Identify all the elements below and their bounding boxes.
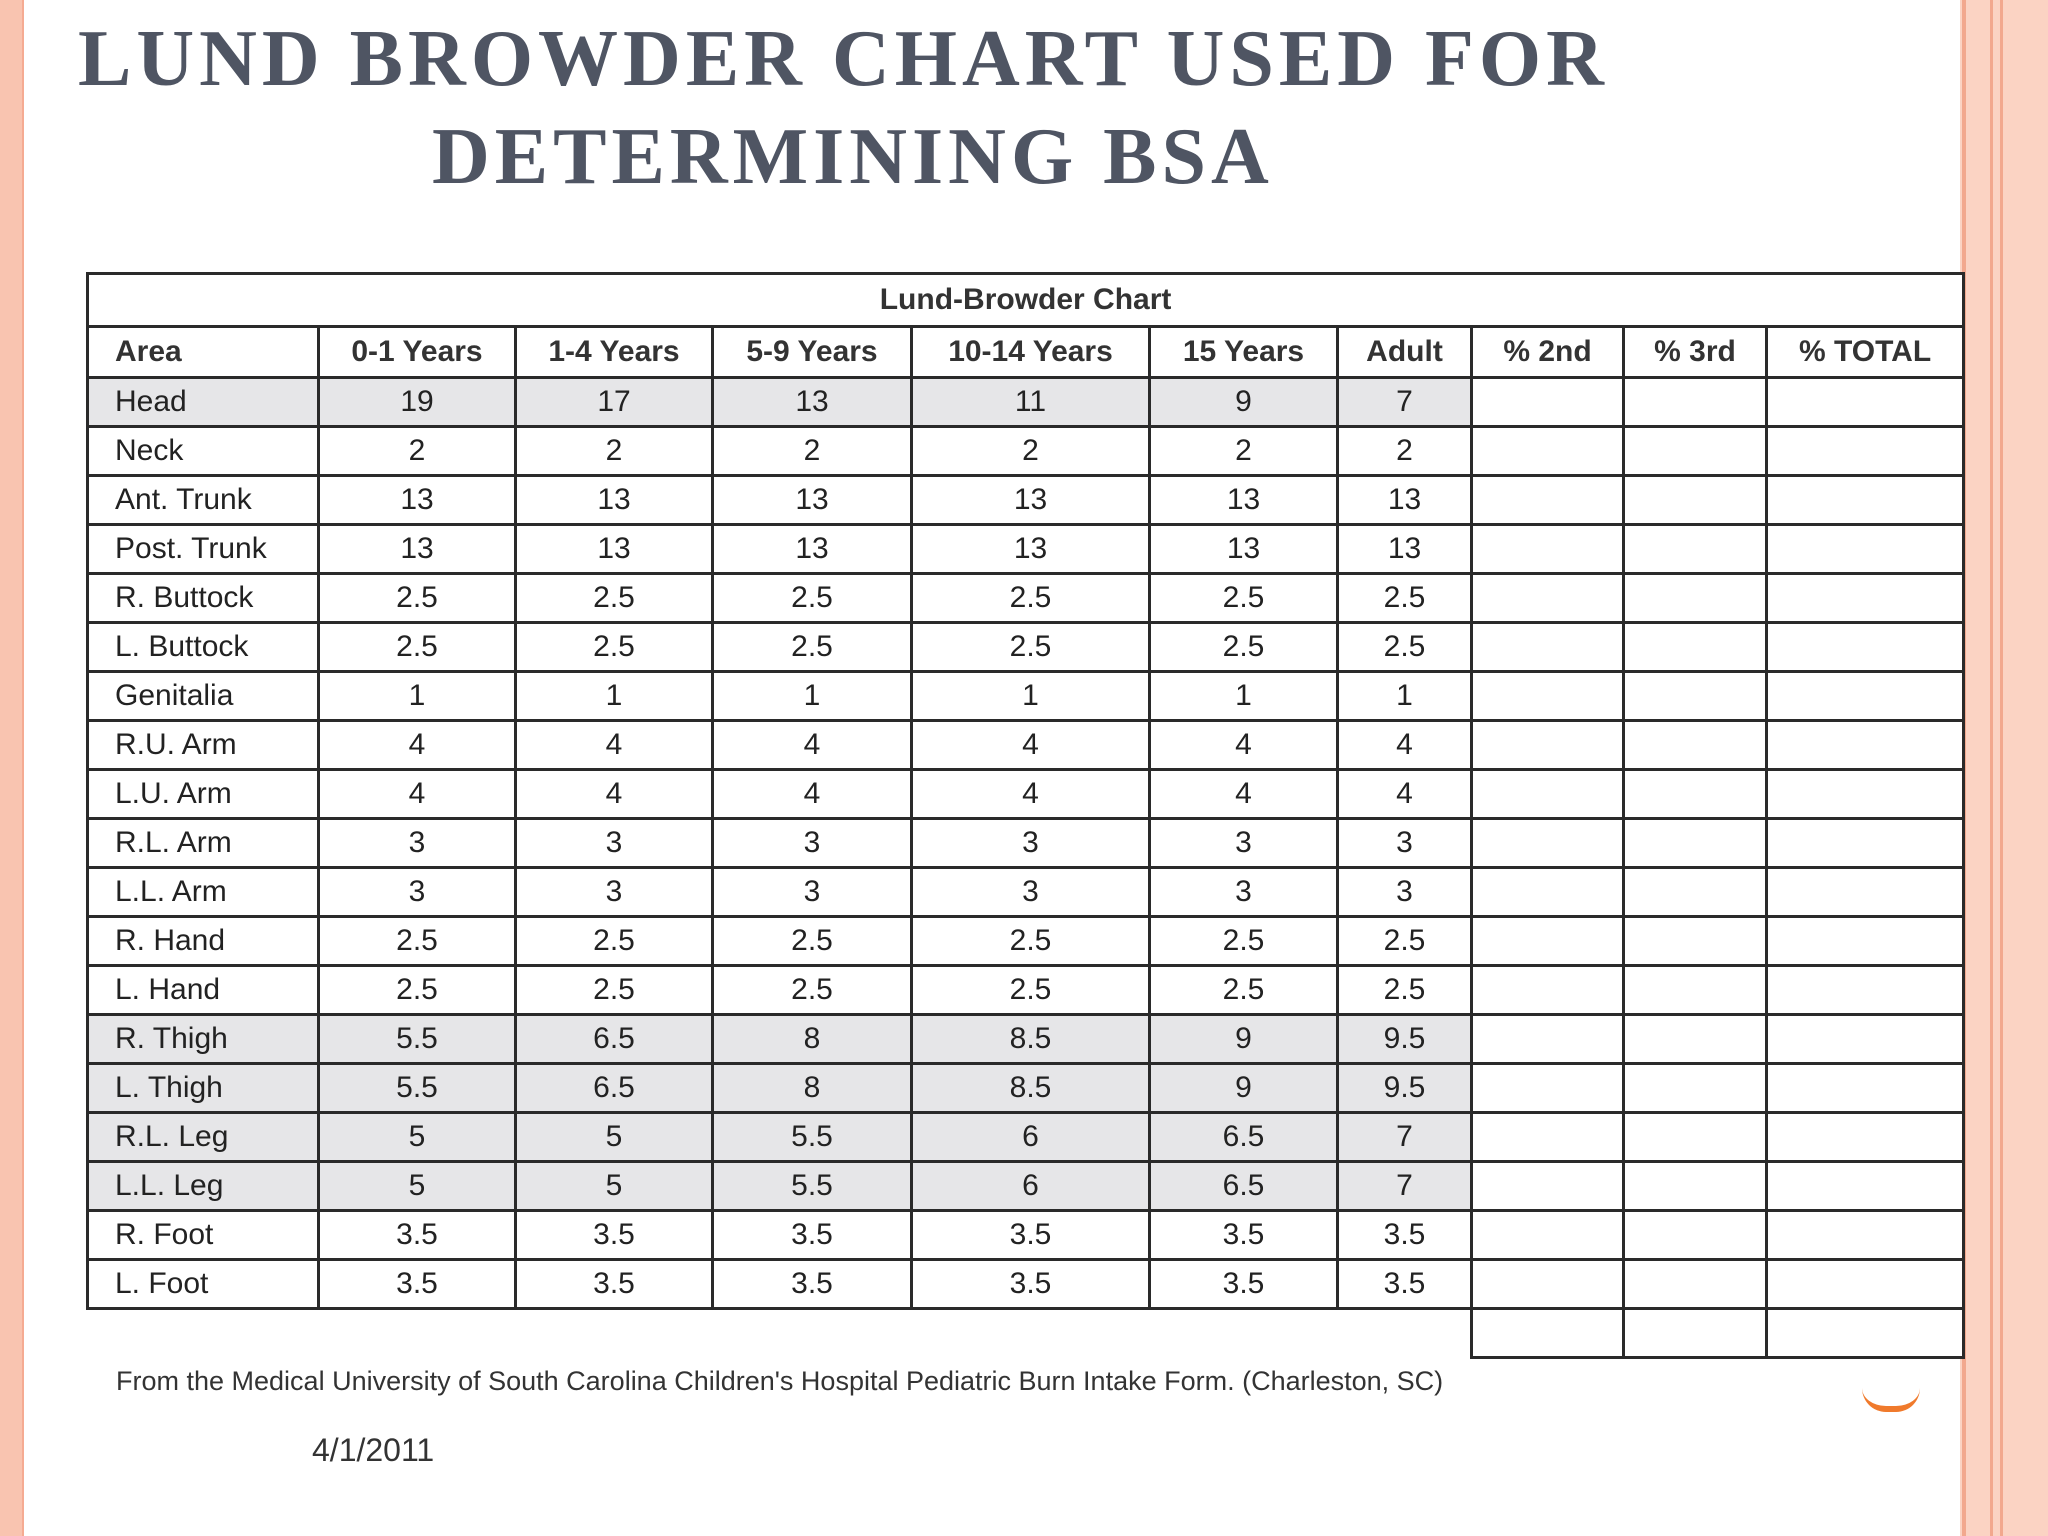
value-cell: 2.5 — [713, 623, 912, 672]
percent-entry-cell — [1767, 966, 1964, 1015]
table-row — [88, 1260, 1964, 1309]
percent-entry-cell — [1767, 1162, 1964, 1211]
value-cell: 3.5 — [516, 1211, 713, 1260]
percent-entry-cell — [1472, 819, 1624, 868]
value-cell: 8 — [713, 1064, 912, 1113]
percent-entry-cell — [1624, 1162, 1767, 1211]
value-cell: 6.5 — [516, 1064, 713, 1113]
value-cell: 3 — [713, 819, 912, 868]
area-cell: L.U. Arm — [88, 770, 319, 819]
decorative-orange-mark — [1862, 1388, 1920, 1412]
value-cell: 2.5 — [1338, 574, 1472, 623]
value-cell: 7 — [1338, 378, 1472, 427]
percent-entry-cell — [1624, 1113, 1767, 1162]
right-border-line — [1990, 0, 1993, 1536]
column-header: Adult — [1338, 327, 1472, 378]
value-cell: 3.5 — [1150, 1211, 1338, 1260]
percent-entry-cell — [1472, 427, 1624, 476]
value-cell: 13 — [713, 476, 912, 525]
column-header: 1-4 Years — [516, 327, 713, 378]
area-cell: L. Foot — [88, 1260, 319, 1309]
value-cell: 9.5 — [1338, 1064, 1472, 1113]
value-cell: 13 — [1338, 476, 1472, 525]
column-header: % 3rd — [1624, 327, 1767, 378]
value-cell: 2 — [1150, 427, 1338, 476]
value-cell: 5 — [319, 1162, 516, 1211]
percent-entry-cell — [1767, 1113, 1964, 1162]
value-cell: 13 — [912, 476, 1150, 525]
value-cell: 13 — [1338, 525, 1472, 574]
table-row — [88, 623, 1964, 672]
value-cell: 5.5 — [713, 1162, 912, 1211]
value-cell: 3 — [319, 868, 516, 917]
value-cell: 3 — [516, 819, 713, 868]
value-cell: 2.5 — [912, 623, 1150, 672]
empty-cell — [88, 1309, 319, 1358]
value-cell: 4 — [516, 721, 713, 770]
value-cell: 11 — [912, 378, 1150, 427]
value-cell: 2 — [713, 427, 912, 476]
percent-entry-cell — [1767, 1015, 1964, 1064]
table-row — [88, 672, 1964, 721]
value-cell: 9 — [1150, 1015, 1338, 1064]
value-cell: 7 — [1338, 1113, 1472, 1162]
value-cell: 6.5 — [516, 1015, 713, 1064]
percent-entry-cell — [1624, 868, 1767, 917]
column-header: 5-9 Years — [713, 327, 912, 378]
value-cell: 13 — [713, 378, 912, 427]
table-row — [88, 525, 1964, 574]
column-header: 0-1 Years — [319, 327, 516, 378]
value-cell: 1 — [516, 672, 713, 721]
table-row — [88, 819, 1964, 868]
slide-title-line1: LUND BROWDER CHART USED FOR — [78, 15, 1609, 103]
right-border-line — [2000, 0, 2003, 1536]
value-cell: 4 — [516, 770, 713, 819]
value-cell: 4 — [1338, 721, 1472, 770]
table-row — [88, 966, 1964, 1015]
value-cell: 3 — [1150, 868, 1338, 917]
area-cell: Genitalia — [88, 672, 319, 721]
percent-entry-cell — [1472, 1211, 1624, 1260]
percent-entry-cell — [1767, 672, 1964, 721]
right-border-band — [1960, 0, 2048, 1536]
percent-entry-cell — [1472, 378, 1624, 427]
percent-entry-cell — [1472, 1162, 1624, 1211]
value-cell: 1 — [1150, 672, 1338, 721]
percent-entry-cell — [1472, 966, 1624, 1015]
percent-entry-cell — [1472, 574, 1624, 623]
area-cell: R.L. Arm — [88, 819, 319, 868]
percent-entry-cell — [1624, 427, 1767, 476]
percent-entry-cell — [1472, 917, 1624, 966]
value-cell: 2.5 — [1338, 623, 1472, 672]
value-cell: 9 — [1150, 378, 1338, 427]
value-cell: 3.5 — [1338, 1211, 1472, 1260]
table-row — [88, 476, 1964, 525]
total-entry-cell — [1624, 1309, 1767, 1358]
table-row — [88, 1162, 1964, 1211]
value-cell: 6.5 — [1150, 1162, 1338, 1211]
area-cell: L. Buttock — [88, 623, 319, 672]
value-cell: 5.5 — [319, 1064, 516, 1113]
table-row — [88, 574, 1964, 623]
value-cell: 8.5 — [912, 1015, 1150, 1064]
value-cell: 13 — [1150, 525, 1338, 574]
percent-entry-cell — [1767, 917, 1964, 966]
value-cell: 2.5 — [319, 966, 516, 1015]
totals-row — [88, 1309, 1964, 1358]
percent-entry-cell — [1624, 1064, 1767, 1113]
value-cell: 5 — [319, 1113, 516, 1162]
percent-entry-cell — [1767, 721, 1964, 770]
value-cell: 3 — [1150, 819, 1338, 868]
area-cell: Ant. Trunk — [88, 476, 319, 525]
value-cell: 5.5 — [319, 1015, 516, 1064]
value-cell: 4 — [713, 770, 912, 819]
value-cell: 3.5 — [912, 1211, 1150, 1260]
value-cell: 2.5 — [319, 574, 516, 623]
area-cell: R.U. Arm — [88, 721, 319, 770]
value-cell: 6.5 — [1150, 1113, 1338, 1162]
value-cell: 3 — [319, 819, 516, 868]
slide-title — [60, 10, 1760, 206]
value-cell: 2 — [516, 427, 713, 476]
value-cell: 4 — [319, 770, 516, 819]
value-cell: 3.5 — [713, 1211, 912, 1260]
lund-browder-table — [86, 272, 1965, 1359]
empty-cell — [1338, 1309, 1472, 1358]
column-header: 10-14 Years — [912, 327, 1150, 378]
total-entry-cell — [1472, 1309, 1624, 1358]
percent-entry-cell — [1624, 966, 1767, 1015]
table-row — [88, 1113, 1964, 1162]
percent-entry-cell — [1472, 672, 1624, 721]
percent-entry-cell — [1472, 868, 1624, 917]
value-cell: 2 — [319, 427, 516, 476]
value-cell: 8 — [713, 1015, 912, 1064]
percent-entry-cell — [1767, 770, 1964, 819]
area-cell: L.L. Leg — [88, 1162, 319, 1211]
percent-entry-cell — [1624, 1211, 1767, 1260]
percent-entry-cell — [1472, 770, 1624, 819]
percent-entry-cell — [1767, 427, 1964, 476]
value-cell: 9 — [1150, 1064, 1338, 1113]
value-cell: 2.5 — [1338, 917, 1472, 966]
total-entry-cell — [1767, 1309, 1964, 1358]
value-cell: 2.5 — [319, 917, 516, 966]
table-header-row — [88, 327, 1964, 378]
chart-caption: Lund-Browder Chart — [88, 274, 1964, 327]
value-cell: 2.5 — [713, 966, 912, 1015]
value-cell: 2.5 — [1150, 623, 1338, 672]
value-cell: 13 — [319, 525, 516, 574]
value-cell: 1 — [319, 672, 516, 721]
left-border-line — [22, 0, 24, 1536]
value-cell: 3.5 — [319, 1260, 516, 1309]
value-cell: 3 — [516, 868, 713, 917]
value-cell: 2.5 — [516, 574, 713, 623]
area-cell: Neck — [88, 427, 319, 476]
value-cell: 1 — [713, 672, 912, 721]
slide-title-line2: DETERMINING BSA — [432, 113, 1274, 201]
area-cell: R.L. Leg — [88, 1113, 319, 1162]
value-cell: 13 — [912, 525, 1150, 574]
percent-entry-cell — [1767, 623, 1964, 672]
table-row — [88, 1015, 1964, 1064]
value-cell: 3 — [1338, 819, 1472, 868]
area-cell: Post. Trunk — [88, 525, 319, 574]
percent-entry-cell — [1767, 1211, 1964, 1260]
empty-cell — [516, 1309, 713, 1358]
value-cell: 1 — [1338, 672, 1472, 721]
percent-entry-cell — [1624, 525, 1767, 574]
value-cell: 2.5 — [516, 917, 713, 966]
value-cell: 13 — [319, 476, 516, 525]
percent-entry-cell — [1472, 721, 1624, 770]
value-cell: 5.5 — [713, 1113, 912, 1162]
table-row — [88, 917, 1964, 966]
percent-entry-cell — [1472, 1260, 1624, 1309]
percent-entry-cell — [1472, 476, 1624, 525]
column-header: Area — [88, 327, 319, 378]
table-row — [88, 427, 1964, 476]
empty-cell — [713, 1309, 912, 1358]
percent-entry-cell — [1624, 770, 1767, 819]
value-cell: 3 — [912, 868, 1150, 917]
value-cell: 13 — [1150, 476, 1338, 525]
percent-entry-cell — [1767, 868, 1964, 917]
column-header: 15 Years — [1150, 327, 1338, 378]
value-cell: 2 — [1338, 427, 1472, 476]
table-row — [88, 721, 1964, 770]
value-cell: 2.5 — [319, 623, 516, 672]
percent-entry-cell — [1624, 1260, 1767, 1309]
value-cell: 4 — [1150, 770, 1338, 819]
value-cell: 4 — [912, 721, 1150, 770]
value-cell: 13 — [713, 525, 912, 574]
value-cell: 13 — [516, 525, 713, 574]
value-cell: 6 — [912, 1162, 1150, 1211]
value-cell: 7 — [1338, 1162, 1472, 1211]
percent-entry-cell — [1624, 917, 1767, 966]
value-cell: 3.5 — [713, 1260, 912, 1309]
value-cell: 3 — [713, 868, 912, 917]
table-row — [88, 770, 1964, 819]
empty-cell — [912, 1309, 1150, 1358]
lund-browder-chart — [86, 272, 1964, 1359]
value-cell: 2.5 — [516, 966, 713, 1015]
value-cell: 4 — [1150, 721, 1338, 770]
percent-entry-cell — [1624, 721, 1767, 770]
value-cell: 2.5 — [912, 966, 1150, 1015]
percent-entry-cell — [1472, 623, 1624, 672]
empty-cell — [1150, 1309, 1338, 1358]
percent-entry-cell — [1624, 574, 1767, 623]
value-cell: 2.5 — [713, 917, 912, 966]
value-cell: 9.5 — [1338, 1015, 1472, 1064]
area-cell: Head — [88, 378, 319, 427]
area-cell: L. Thigh — [88, 1064, 319, 1113]
percent-entry-cell — [1624, 819, 1767, 868]
area-cell: R. Hand — [88, 917, 319, 966]
value-cell: 3.5 — [516, 1260, 713, 1309]
value-cell: 4 — [912, 770, 1150, 819]
value-cell: 4 — [319, 721, 516, 770]
value-cell: 2.5 — [1150, 917, 1338, 966]
percent-entry-cell — [1624, 476, 1767, 525]
area-cell: R. Foot — [88, 1211, 319, 1260]
value-cell: 1 — [912, 672, 1150, 721]
value-cell: 2 — [912, 427, 1150, 476]
value-cell: 3.5 — [1338, 1260, 1472, 1309]
value-cell: 2.5 — [1150, 966, 1338, 1015]
value-cell: 3.5 — [1150, 1260, 1338, 1309]
value-cell: 2.5 — [713, 574, 912, 623]
value-cell: 5 — [516, 1162, 713, 1211]
value-cell: 2.5 — [1338, 966, 1472, 1015]
value-cell: 3 — [1338, 868, 1472, 917]
value-cell: 2.5 — [912, 917, 1150, 966]
area-cell: L.L. Arm — [88, 868, 319, 917]
column-header: % TOTAL — [1767, 327, 1964, 378]
percent-entry-cell — [1472, 1064, 1624, 1113]
percent-entry-cell — [1624, 378, 1767, 427]
value-cell: 4 — [1338, 770, 1472, 819]
percent-entry-cell — [1767, 1064, 1964, 1113]
percent-entry-cell — [1624, 672, 1767, 721]
percent-entry-cell — [1472, 1015, 1624, 1064]
source-citation: From the Medical University of South Carolina Children's Hospital Pediatric Burn Intake Form. (Charleston, SC) — [116, 1366, 1444, 1396]
value-cell: 6 — [912, 1113, 1150, 1162]
slide-date: 4/1/2011 — [312, 1432, 435, 1468]
value-cell: 17 — [516, 378, 713, 427]
percent-entry-cell — [1767, 525, 1964, 574]
percent-entry-cell — [1472, 1113, 1624, 1162]
value-cell: 2.5 — [516, 623, 713, 672]
area-cell: R. Thigh — [88, 1015, 319, 1064]
value-cell: 13 — [516, 476, 713, 525]
percent-entry-cell — [1767, 819, 1964, 868]
percent-entry-cell — [1767, 378, 1964, 427]
area-cell: R. Buttock — [88, 574, 319, 623]
percent-entry-cell — [1472, 525, 1624, 574]
area-cell: L. Hand — [88, 966, 319, 1015]
value-cell: 2.5 — [912, 574, 1150, 623]
value-cell: 4 — [713, 721, 912, 770]
value-cell: 3.5 — [912, 1260, 1150, 1309]
table-row — [88, 868, 1964, 917]
value-cell: 8.5 — [912, 1064, 1150, 1113]
percent-entry-cell — [1767, 476, 1964, 525]
value-cell: 3 — [912, 819, 1150, 868]
value-cell: 19 — [319, 378, 516, 427]
percent-entry-cell — [1767, 1260, 1964, 1309]
table-row — [88, 1211, 1964, 1260]
column-header: % 2nd — [1472, 327, 1624, 378]
table-row — [88, 1064, 1964, 1113]
value-cell: 5 — [516, 1113, 713, 1162]
table-body — [88, 378, 1964, 1358]
left-border-band — [0, 0, 22, 1536]
percent-entry-cell — [1624, 1015, 1767, 1064]
percent-entry-cell — [1767, 574, 1964, 623]
percent-entry-cell — [1624, 623, 1767, 672]
value-cell: 2.5 — [1150, 574, 1338, 623]
empty-cell — [319, 1309, 516, 1358]
value-cell: 3.5 — [319, 1211, 516, 1260]
table-row — [88, 378, 1964, 427]
